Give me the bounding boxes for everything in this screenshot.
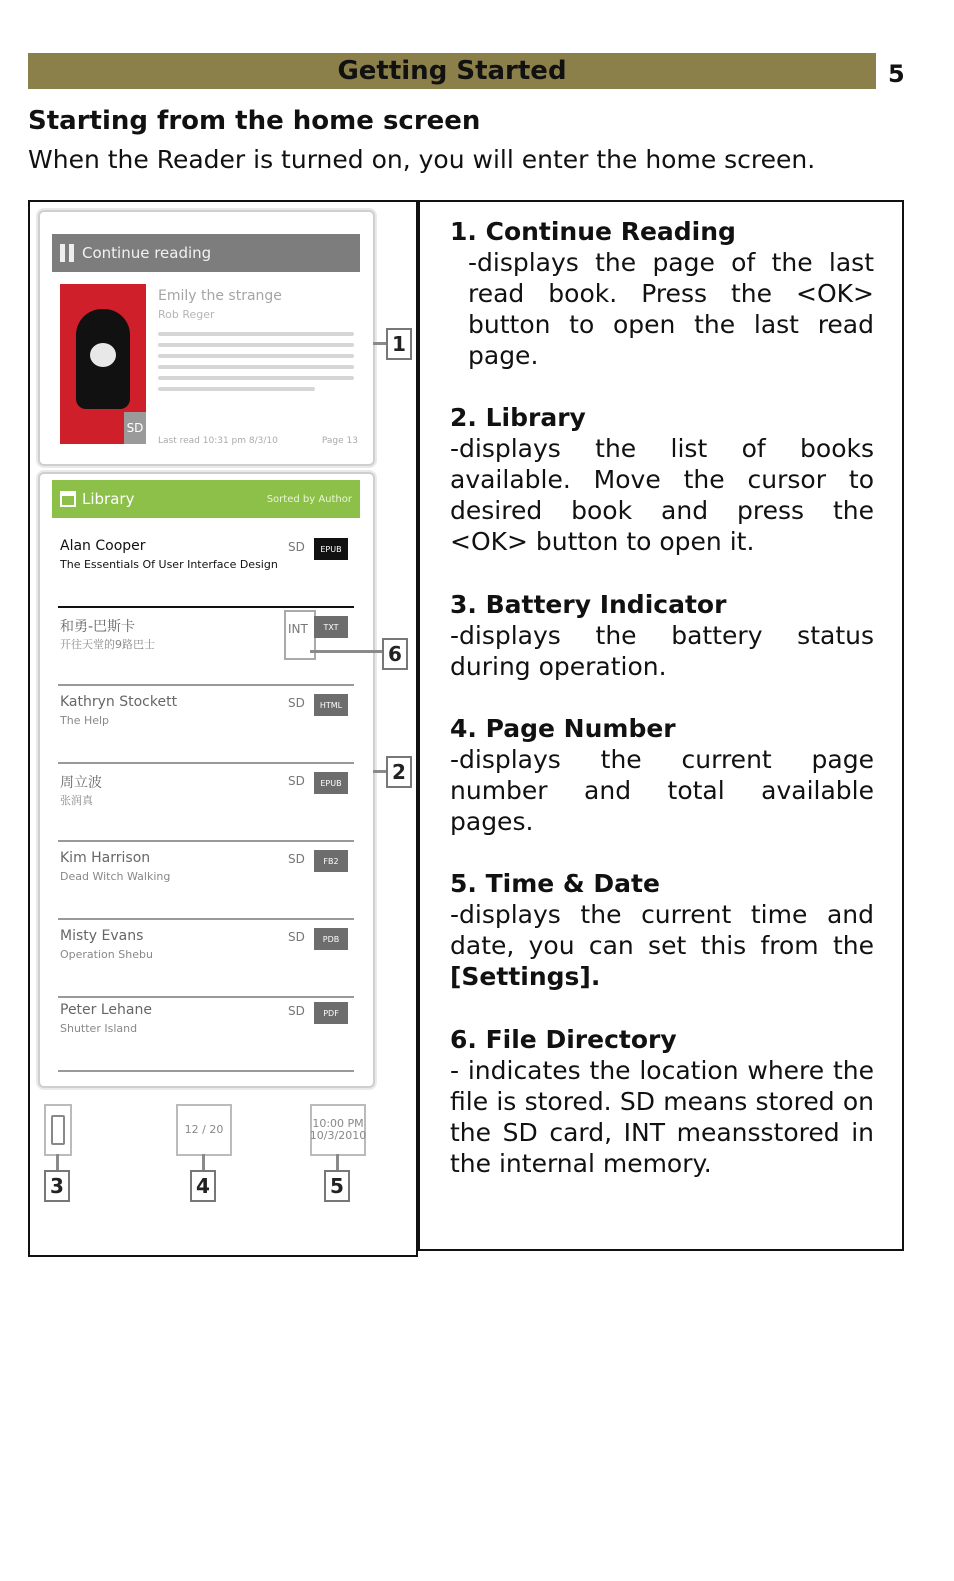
device-illustration bbox=[28, 200, 418, 1257]
time-date-indicator bbox=[310, 1104, 366, 1156]
book-location: SD bbox=[288, 930, 305, 944]
section-intro: When the Reader is turned on, you will enter the home screen. bbox=[28, 145, 816, 174]
book-author: Alan Cooper bbox=[60, 538, 146, 554]
callout-3: 3 bbox=[44, 1170, 70, 1202]
book-format-badge: FB2 bbox=[314, 850, 348, 872]
item-description: -displays the battery status during operation. bbox=[450, 621, 874, 681]
item-file-directory bbox=[450, 1024, 874, 1179]
item-title: 4. Page Number bbox=[450, 714, 676, 743]
section-heading: Starting from the home screen bbox=[28, 106, 481, 136]
library-book-item[interactable] bbox=[58, 608, 354, 686]
item-title: 5. Time & Date bbox=[450, 869, 660, 898]
library-icon bbox=[60, 491, 76, 507]
last-read-time: Last read 10:31 pm 8/3/10 bbox=[158, 436, 278, 446]
book-format-badge: HTML bbox=[314, 694, 348, 716]
item-description: -displays the page of the last read book. Press the <OK> button to open the last read page. bbox=[468, 248, 874, 370]
library-sort-label: Sorted by Author bbox=[266, 493, 352, 505]
callout-5: 5 bbox=[324, 1170, 350, 1202]
item-title: 1. Continue Reading bbox=[450, 217, 736, 246]
book-author: Misty Evans bbox=[60, 928, 144, 944]
item-description: -displays the current page number and total available pages. bbox=[450, 745, 874, 836]
library-book-item[interactable] bbox=[58, 842, 354, 920]
book-title: Dead Witch Walking bbox=[60, 870, 171, 883]
item-description: - indicates the location where the file is stored. SD means stored on the SD card, INT meansstored in the internal memory. bbox=[450, 1056, 874, 1178]
continue-reading-footer bbox=[158, 436, 358, 446]
book-author: Kathryn Stockett bbox=[60, 694, 178, 710]
last-book-title: Emily the strange bbox=[158, 288, 282, 304]
page-number-indicator bbox=[176, 1104, 232, 1156]
book-author: Peter Lehane bbox=[60, 1002, 152, 1018]
book-location: SD bbox=[288, 696, 305, 710]
book-format-badge: EPUB bbox=[314, 772, 348, 794]
library-book-item[interactable] bbox=[58, 530, 354, 608]
library-label: Library bbox=[82, 490, 135, 508]
book-title: Shutter Island bbox=[60, 1022, 138, 1035]
item-page-number bbox=[450, 713, 874, 837]
cover-sd-tag: SD bbox=[124, 412, 146, 444]
continue-reading-label: Continue reading bbox=[82, 244, 212, 262]
book-location: SD bbox=[288, 1004, 305, 1018]
book-title: Operation Shebu bbox=[60, 948, 153, 961]
library-bar bbox=[52, 480, 360, 518]
book-title: 张润真 bbox=[60, 794, 93, 807]
status-date: 10/3/2010 bbox=[309, 1129, 367, 1142]
library-book-item[interactable] bbox=[58, 764, 354, 842]
item-battery-indicator bbox=[450, 589, 874, 682]
book-author: Kim Harrison bbox=[60, 850, 151, 866]
page-number: 5 bbox=[888, 60, 905, 88]
library-book-item[interactable] bbox=[58, 920, 354, 998]
callout-1: 1 bbox=[386, 328, 412, 360]
library-card bbox=[38, 472, 375, 1088]
book-format-badge: EPUB bbox=[314, 538, 348, 560]
library-book-item[interactable] bbox=[58, 994, 354, 1072]
settings-reference: [Settings]. bbox=[450, 962, 601, 991]
item-library bbox=[450, 402, 874, 557]
item-description: -displays the list of books available. Move the cursor to desired book and press the <OK> button to open it. bbox=[450, 434, 874, 556]
book-format-badge: PDB bbox=[314, 928, 348, 950]
item-description bbox=[450, 899, 874, 992]
chapter-title: Getting Started bbox=[337, 56, 567, 86]
callout-6: 6 bbox=[382, 638, 408, 670]
continue-reading-bar bbox=[52, 234, 360, 272]
callout-4: 4 bbox=[190, 1170, 216, 1202]
last-book-author: Rob Reger bbox=[158, 308, 215, 321]
callout-2: 2 bbox=[386, 756, 412, 788]
item-title: 6. File Directory bbox=[450, 1025, 677, 1054]
book-format-badge: TXT bbox=[314, 616, 348, 638]
book-title: The Essentials Of User Interface Design bbox=[60, 558, 278, 571]
feature-descriptions bbox=[418, 200, 904, 1251]
book-title: 开往天堂的9路巴士 bbox=[60, 638, 155, 651]
book-icon bbox=[60, 244, 74, 262]
book-location: SD bbox=[288, 852, 305, 866]
page-counter: 12 / 20 bbox=[184, 1123, 224, 1136]
status-time: 10:00 PM bbox=[312, 1117, 364, 1130]
book-author: 周立波 bbox=[60, 775, 102, 791]
book-author: 和勇-巴斯卡 bbox=[60, 619, 136, 635]
library-book-item[interactable] bbox=[58, 686, 354, 764]
continue-reading-card bbox=[38, 210, 375, 466]
battery-icon bbox=[51, 1115, 65, 1145]
book-title: The Help bbox=[60, 714, 110, 727]
battery-indicator bbox=[44, 1104, 72, 1156]
item-title: 3. Battery Indicator bbox=[450, 590, 727, 619]
book-location: SD bbox=[288, 774, 305, 788]
book-cover-image bbox=[60, 284, 146, 444]
item-title: 2. Library bbox=[450, 403, 586, 432]
item-description-text: -displays the current time and date, you can set this from the bbox=[450, 900, 874, 960]
book-format-badge: PDF bbox=[314, 1002, 348, 1024]
item-time-date bbox=[450, 868, 874, 992]
book-location: SD bbox=[288, 540, 305, 554]
chapter-header-bar bbox=[28, 53, 876, 89]
last-read-page: Page 13 bbox=[321, 436, 358, 446]
book-summary-lines bbox=[158, 332, 354, 398]
book-location: INT bbox=[288, 622, 308, 636]
item-continue-reading bbox=[450, 216, 874, 371]
